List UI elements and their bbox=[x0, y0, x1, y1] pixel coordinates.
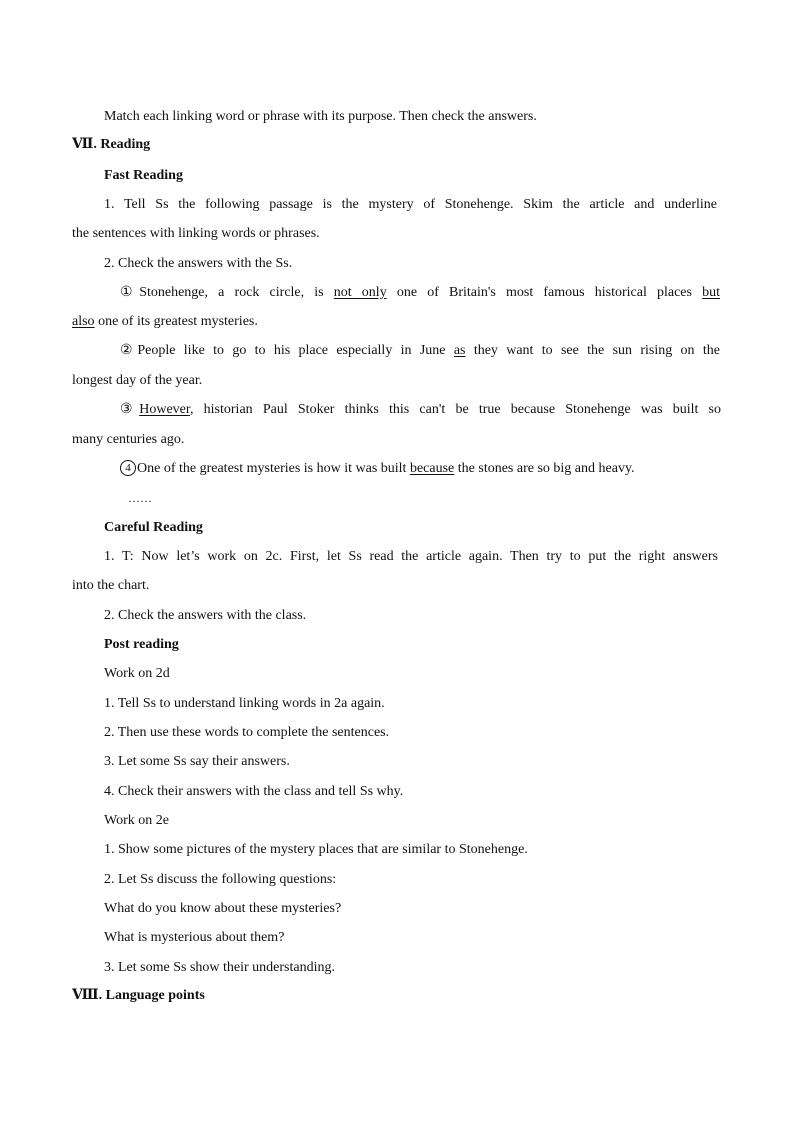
example-1-text-end: one of its greatest mysteries. bbox=[94, 314, 258, 329]
linking-word-also: also bbox=[72, 314, 95, 329]
example-3-line-2: many centuries ago. bbox=[72, 432, 185, 447]
example-3-marker: ③ bbox=[120, 402, 140, 417]
linking-word-as: as bbox=[453, 343, 466, 358]
linking-word-not-only: not only bbox=[333, 285, 387, 300]
section-8-heading bbox=[72, 986, 205, 1006]
example-2-line-2: longest day of the year. bbox=[72, 373, 203, 388]
intro-paragraph: Match each linking word or phrase with its purpose. Then check the answers. bbox=[104, 109, 537, 124]
section-8-title: Language points bbox=[105, 988, 205, 1003]
example-2-text-end: they want to see the sun rising on the bbox=[465, 343, 720, 358]
section-7-numeral: Ⅶ. bbox=[72, 137, 97, 152]
work-2e-step: 3. Let some Ss show their understanding. bbox=[104, 960, 335, 975]
section-8-numeral: Ⅷ. bbox=[72, 988, 103, 1003]
fast-reading-step-2: 2. Check the answers with the Ss. bbox=[104, 256, 293, 271]
work-2d-step: 3. Let some Ss say their answers. bbox=[104, 754, 290, 769]
linking-word-but: but bbox=[702, 285, 721, 300]
careful-reading-step-1-cont: into the chart. bbox=[72, 578, 150, 593]
fast-reading-heading: Fast Reading bbox=[104, 168, 183, 183]
example-4-line-1 bbox=[120, 459, 635, 479]
work-2d-step: 2. Then use these words to complete the sentences. bbox=[104, 725, 390, 740]
careful-reading-step-2: 2. Check the answers with the class. bbox=[104, 608, 307, 623]
careful-reading-step-1: 1. T: Now let’s work on 2c. First, let Ss read the article again. Then try to put the right answers bbox=[104, 549, 718, 564]
careful-reading-heading: Careful Reading bbox=[104, 520, 203, 535]
ellipsis: …… bbox=[128, 491, 152, 505]
fast-reading-step-1: 1. Tell Ss the following passage is the mystery of Stonehenge. Skim the article and underline bbox=[104, 197, 717, 212]
work-2d-step: 4. Check their answers with the class and tell Ss why. bbox=[104, 784, 404, 799]
section-7-title: Reading bbox=[100, 137, 151, 152]
example-1-line-1 bbox=[120, 283, 720, 303]
example-4-text: One of the greatest mysteries is how it was built bbox=[137, 461, 410, 476]
fast-reading-step-1-cont: the sentences with linking words or phrases. bbox=[72, 226, 320, 241]
example-4-text-end: the stones are so big and heavy. bbox=[454, 461, 635, 476]
example-2-marker: ② bbox=[120, 343, 138, 358]
example-1-text-mid: one of Britain's most famous historical places bbox=[386, 285, 703, 300]
work-2d-step: 1. Tell Ss to understand linking words in 2a again. bbox=[104, 696, 385, 711]
work-2d-title: Work on 2d bbox=[104, 666, 170, 681]
linking-word-because: because bbox=[409, 461, 455, 476]
work-2e-step: 2. Let Ss discuss the following questions: bbox=[104, 872, 337, 887]
example-2-line-1 bbox=[120, 341, 720, 361]
work-2e-step: 1. Show some pictures of the mystery places that are similar to Stonehenge. bbox=[104, 842, 528, 857]
example-1-line-2 bbox=[72, 312, 258, 332]
work-2e-question: What do you know about these mysteries? bbox=[104, 901, 342, 916]
example-4-marker: 4 bbox=[120, 460, 136, 476]
example-2-text: People like to go to his place especially in June bbox=[137, 343, 454, 358]
work-2e-question: What is mysterious about them? bbox=[104, 930, 285, 945]
example-1-text: Stonehenge, a rock circle, is bbox=[139, 285, 334, 300]
example-1-marker: ① bbox=[120, 285, 140, 300]
section-7-heading bbox=[72, 135, 150, 155]
example-3-text: , historian Paul Stoker thinks this can't be true because Stonehenge was built so bbox=[189, 402, 721, 417]
work-2e-title: Work on 2e bbox=[104, 813, 169, 828]
example-3-line-1 bbox=[120, 400, 721, 420]
post-reading-heading: Post reading bbox=[104, 637, 179, 652]
linking-word-however: However bbox=[139, 402, 190, 417]
